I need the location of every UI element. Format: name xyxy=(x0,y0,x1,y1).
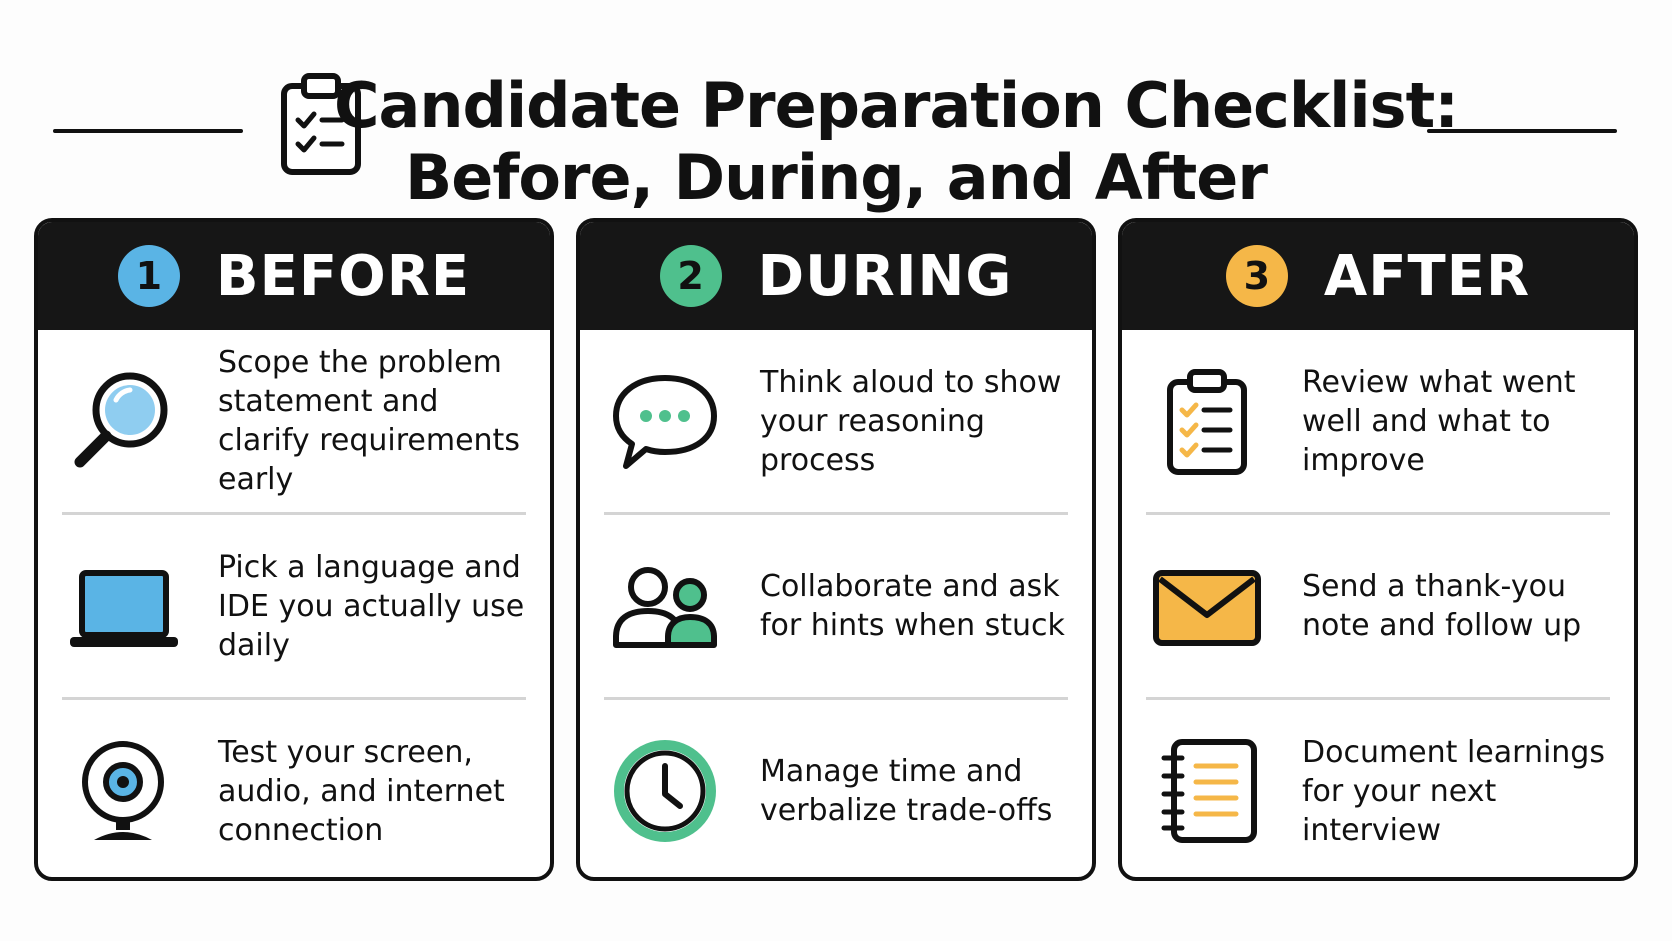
list-item xyxy=(38,330,550,512)
step-badge-1: 1 xyxy=(118,245,180,307)
item-text: Send a thank-you note and follow up xyxy=(1302,569,1582,643)
webcam-icon xyxy=(68,736,178,846)
speech-bubble-icon xyxy=(610,366,720,476)
title-line-2: Before, During, and After xyxy=(405,141,1267,214)
laptop-icon xyxy=(68,551,178,661)
checklist-icon xyxy=(1152,366,1262,476)
list-item xyxy=(38,700,550,881)
item-text: Document learnings for your next interview xyxy=(1302,734,1605,848)
column-header-before xyxy=(38,222,550,330)
step-badge-3: 3 xyxy=(1226,245,1288,307)
magnifier-icon xyxy=(68,366,178,476)
notebook-icon xyxy=(1152,736,1262,846)
column-title-during: DURING xyxy=(757,243,1013,309)
column-title-after: AFTER xyxy=(1323,243,1531,309)
item-text: Pick a language and IDE you actually use daily xyxy=(218,549,525,663)
item-text: Test your screen, audio, and internet connection xyxy=(218,734,505,848)
clock-icon xyxy=(610,736,720,846)
column-header-during xyxy=(580,222,1092,330)
title-area xyxy=(0,30,1672,214)
column-after xyxy=(1118,218,1638,881)
list-item xyxy=(1122,515,1634,697)
column-title-before: BEFORE xyxy=(215,243,471,309)
title-line-1: Candidate Preparation Checklist: xyxy=(333,69,1459,142)
item-text: Collaborate and ask for hints when stuck xyxy=(760,569,1065,643)
column-during xyxy=(576,218,1096,881)
item-text: Scope the problem statement and clarify requirements early xyxy=(218,345,520,497)
list-item xyxy=(580,330,1092,512)
column-header-after xyxy=(1122,222,1634,330)
step-badge-2: 2 xyxy=(660,245,722,307)
column-before xyxy=(34,218,554,881)
list-item xyxy=(38,515,550,697)
list-item xyxy=(580,700,1092,881)
list-item xyxy=(580,515,1092,697)
item-text: Think aloud to show your reasoning process xyxy=(760,364,1062,478)
item-text: Manage time and verbalize trade-offs xyxy=(760,754,1053,828)
item-text: Review what went well and what to improve xyxy=(1302,364,1576,478)
page-title xyxy=(0,70,1672,214)
list-item xyxy=(1122,700,1634,881)
list-item xyxy=(1122,330,1634,512)
people-icon xyxy=(610,551,720,661)
envelope-icon xyxy=(1152,551,1262,661)
